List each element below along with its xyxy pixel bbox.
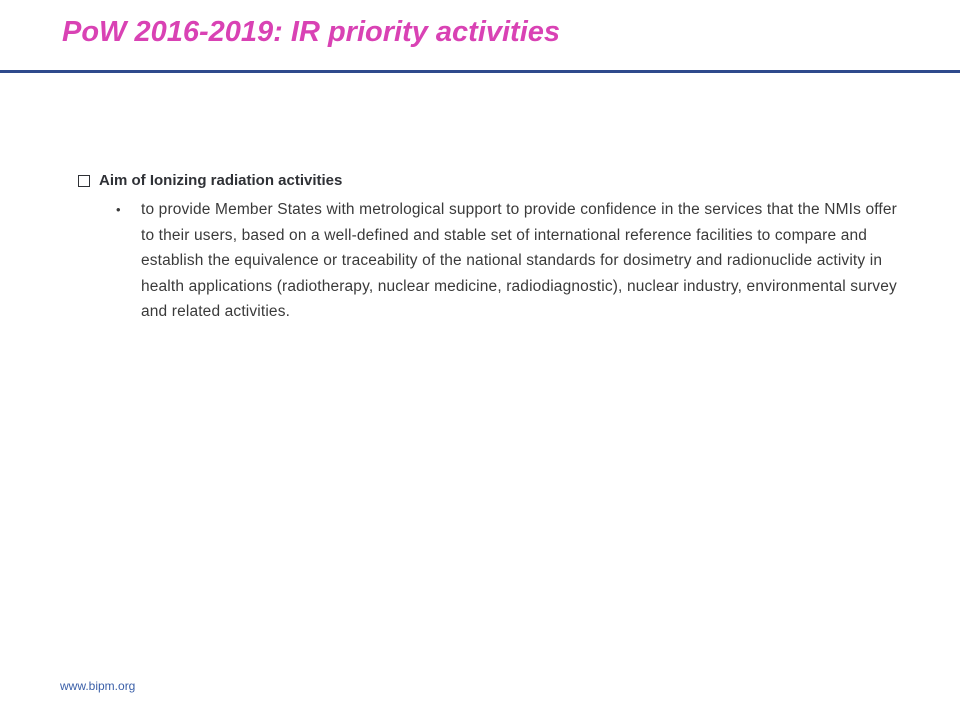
checkbox-icon [78,175,90,187]
content-area [78,172,898,325]
footer-url[interactable]: www.bipm.org [60,679,136,693]
bullet-dot-icon: • [116,202,121,217]
section-heading [78,172,898,189]
slide-title: PoW 2016-2019: IR priority activities [62,16,561,48]
title-divider [0,70,960,73]
bullet-text: to provide Member States with metrological support to provide confidence in the services that the NMIs offer to their users, based on a well-defined and stable set of international reference facilities to compare and establish the equivalence or traceability of the national standards for dosimetry and radionuclide activity in health applications (radiotherapy, nuclear medicine, radiodiagnostic), nuclear industry, environmental survey and related activities. [141,201,897,320]
bullet-item [116,197,898,325]
section-heading-text: Aim of Ionizing radiation activities [99,172,343,189]
